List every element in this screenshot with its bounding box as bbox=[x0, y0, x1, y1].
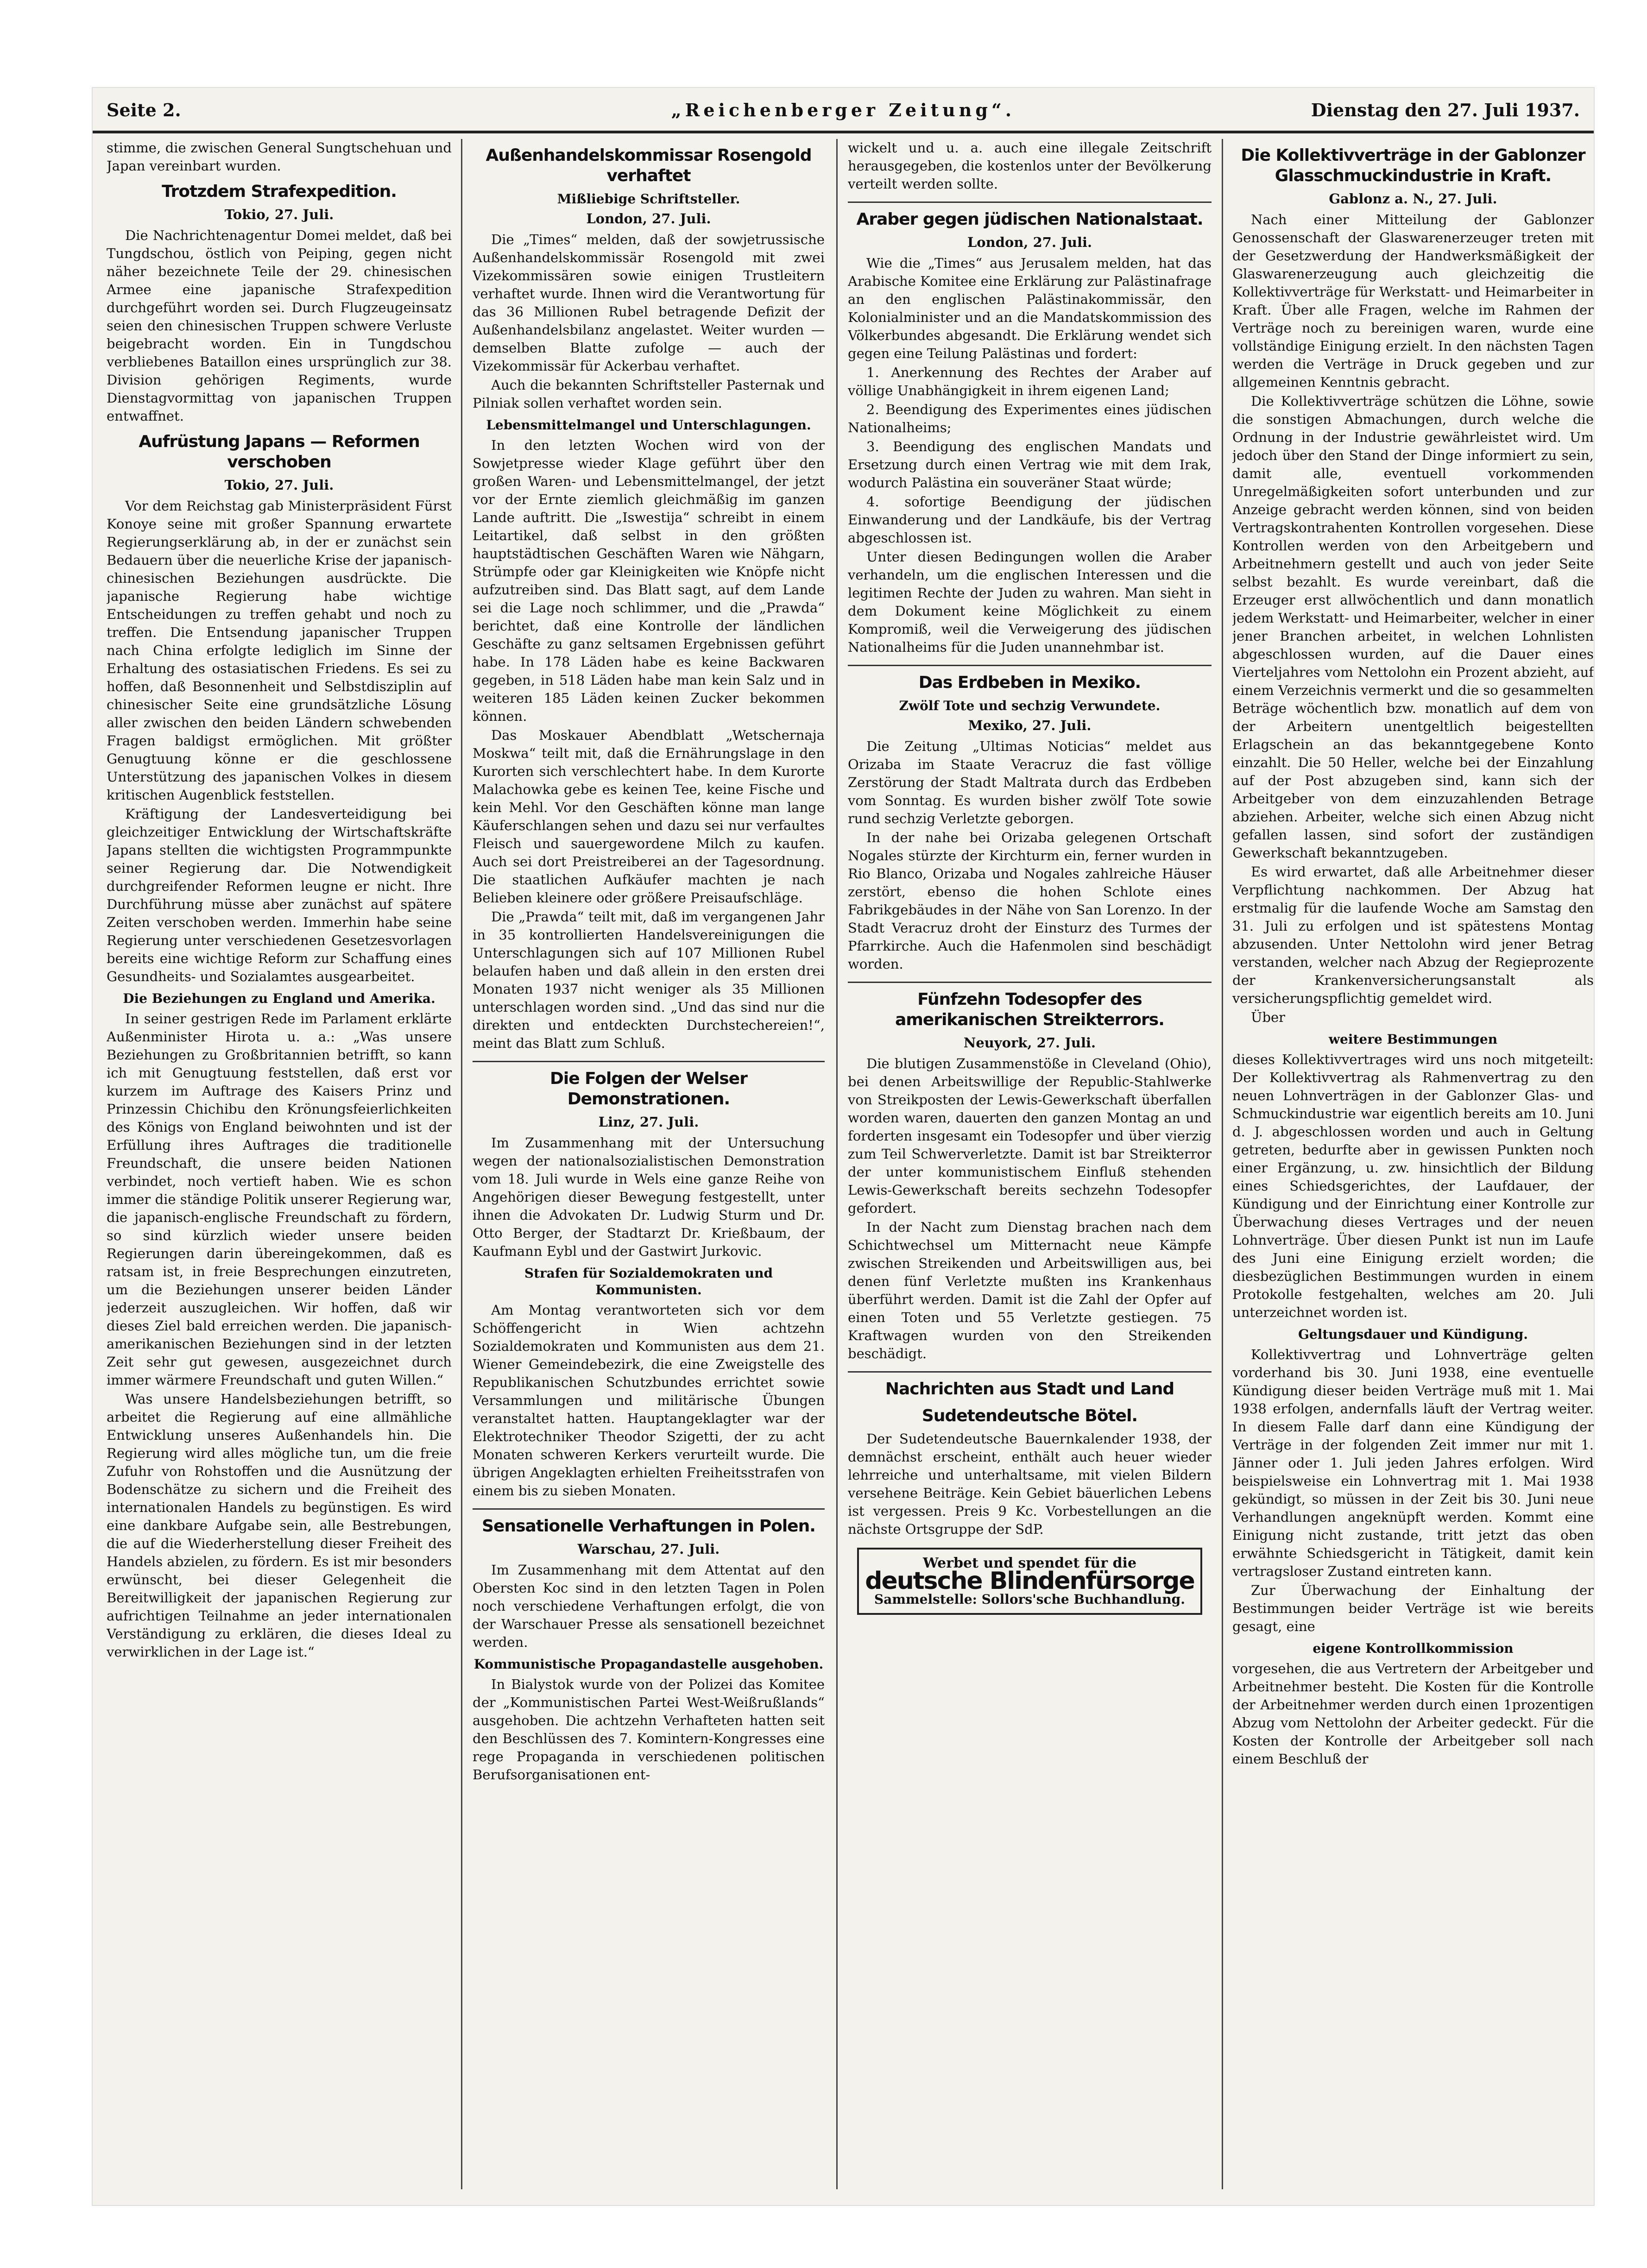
article-body: Die „Prawda“ teilt mit, daß im vergangenen Jahr in 35 kontrollierten Handelsvereinigungen die Unterschlagungen sich auf 107 Millionen Rubel belaufen haben und daß allein in den ersten drei Monaten 1937 nicht weniger als 35 Millionen unterschlagen worden sind. „Und das sind nur die direkten und entdeckten Durchstechereien!“, meint das Blatt zum Schluß. bbox=[473, 909, 825, 1051]
article-body: In der nahe bei Orizaba gelegenen Ortschaft Nogales stürzte der Kirchturm ein, ferner wurden in Rio Blanco, Orizaba und Nogales zahlreiche Häuser zerstört, ebenso die hohen Schlote eines Fabrikgebäudes in der Nähe von San Lorenzo. In der Stadt Veracruz droht der Einsturz des Turmes der Pfarrkirche. Auch die Hafenmolen sind beschädigt worden. bbox=[848, 830, 1212, 972]
article-body: Kräftigung der Landesverteidigung bei gleichzeitiger Entwicklung der Wirtschaftskräfte Japans stellten die wichtigsten Programmpunkte seiner Regierung dar. Die Notwendigkeit durchgreifender Reformen leugne er nicht. Ihre Durchführung müsse aber zunächst auf spätere Zeiten verschoben werden. Immerhin habe seine Regierung unter verschiedenen Gesetzesvorlagen bereits eine wichtige Reform zur Schaffung eines Gesundheits- und Sozialamtes ausgearbeitet. bbox=[107, 806, 452, 984]
column-2 bbox=[473, 139, 825, 2199]
article-body: Die „Times“ melden, daß der sowjetrussische Außenhandelskommissär Rosengold mit zwei Vizekommissären sowie einigen Trustleitern verhaftet wurde. Ihnen wird die Verantwortung für das 36 Millionen Rubel betragende Defizit der Außenhandelsbilanz angelastet. Weiter wurden — demselben Blatte zufolge — auch der Vizekommissär für Ackerbau verhaftet. bbox=[473, 232, 825, 374]
page-number: Seite 2. bbox=[107, 100, 181, 120]
dateline: Gablonz a. N., 27. Juli. bbox=[1329, 191, 1497, 207]
article-title: Sensationelle Verhaftungen in Polen. bbox=[482, 1517, 815, 1536]
column-divider bbox=[836, 139, 838, 2189]
dateline: Neuyork, 27. Juli. bbox=[963, 1035, 1096, 1051]
article-separator bbox=[848, 202, 1212, 203]
article-title: Sudetendeutsche Bötel. bbox=[921, 1406, 1138, 1425]
column-divider bbox=[1222, 139, 1223, 2189]
article-separator bbox=[848, 1371, 1212, 1373]
article-body: vorgesehen, die aus Vertretern der Arbeitgeber und Arbeitnehmer besteht. Die Kosten für die Kontrolle der Arbeitnehmer werden durch einen 1prozentigen Abzug vom Nettolohn der Arbeiter gedeckt. Für die Kosten der Kontrolle der Arbeitgeber soll nach einem Beschluß der bbox=[1232, 1661, 1594, 1767]
article-body: Nach einer Mitteilung der Gablonzer Genossenschaft der Glaswarenerzeuger treten mit der Gesetzwerdung der Handwerksmäßigkeit der Glaswarenerzeugung auch gleichzeitig die Kollektivverträge für Werkstatt- und Heimarbeiter in Kraft. Über alle Fragen, welche im Rahmen der Verträge noch zu bereinigen waren, wurde eine vollständige Einigung erzielt. In den nächsten Tagen werden die Verträge in Druck gegeben und zur allgemeinen Kenntnis gebracht. bbox=[1232, 212, 1594, 390]
article-body: Zur Überwachung der Einhaltung der Bestimmungen beider Verträge ist wie bereits gesagt, eine bbox=[1232, 1582, 1594, 1634]
article-body: Im Zusammenhang mit der Untersuchung wegen der nationalsozialistischen Demonstration vom 18. Juli wurde in Wels eine ganze Reihe von Angehörigen dieser Bewegung festgestellt, unter ihnen die Advokaten Dr. Ludwig Sturm und Dr. Otto Berger, der Stadtarzt Dr. Krießbaum, der Kaufmann Eybl und der Gastwirt Jurkovic. bbox=[473, 1135, 825, 1259]
article-title: Fünfzehn Todesopfer des amerikanischen Streikterrors. bbox=[895, 990, 1164, 1029]
article-title: Die Folgen der Welser Demonstrationen. bbox=[550, 1069, 747, 1109]
dateline: London, 27. Juli. bbox=[967, 234, 1092, 250]
section-heading: weitere Bestimmungen bbox=[1328, 1032, 1498, 1047]
article-body: Auch die bekannten Schriftsteller Pasternak und Pilniak sollen verhaftet worden sein. bbox=[473, 377, 825, 411]
dateline: Tokio, 27. Juli. bbox=[224, 207, 334, 222]
article-title: Aufrüstung Japans — Reformen verschoben bbox=[139, 432, 420, 472]
section-heading: Kommunistische Propagandastelle ausgehoben. bbox=[473, 1657, 824, 1672]
dateline: London, 27. Juli. bbox=[586, 211, 711, 227]
article-body: Die Nachrichtenagentur Domei meldet, daß bei Tungdschou, östlich von Peiping, gegen nicht näher bezeichnete Teile der 29. chinesischen Armee eine japanische Strafexpedition durchgeführt worden sei. Durch Flugzeugeinsatz seien den chinesischen Truppen schwere Verluste beigebracht worden. Ein in Tungdschou verbliebenes Bataillon eines ursprünglich zur 38. Division gehörigen Regiments, wurde Dienstagvormittag von japanischen Truppen entwaffnet. bbox=[107, 227, 452, 424]
article-separator bbox=[848, 665, 1212, 666]
section-heading: eigene Kontrollkommission bbox=[1313, 1641, 1514, 1656]
article-body: Kollektivvertrag und Lohnverträge gelten vorderhand bis 30. Juni 1938, eine eventuelle Kündigung dieser beiden Verträge muß mit 1. Mai 1938 erfolgen, andernfalls läuft der Vertrag weiter. In diesem Falle darf dann eine Kündigung der Verträge in der folgenden Zeit immer nur mit 1. Jänner oder 1. Juli jeden Jahres erfolgen. Wird beispielsweise ein Lohnvertrag mit 1. Mai 1938 gekündigt, so müssen in der Zeit bis 30. Juni neue Verhandlungen angeknüpft werden. Kommt eine Einigung nicht zustande, tritt jetzt das oben erwähnte Schiedsgericht in Tätigkeit, damit kein vertragsloser Zustand eintreten kann. bbox=[1232, 1347, 1594, 1579]
article-body: In Bialystok wurde von der Polizei das Komitee der „Kommunistischen Partei West-Weißrußlands“ ausgehoben. Die achtzehn Verhafteten hatten seit den Beschlüssen des 7. Komintern-Kongresses eine rege Propaganda in verschiedenen politischen Berufsorganisationen ent- bbox=[473, 1676, 825, 1783]
continued-text: stimme, die zwischen General Sungtschehuan und Japan vereinbart wurden. bbox=[107, 140, 452, 174]
dateline: Linz, 27. Juli. bbox=[598, 1114, 699, 1130]
list-item: 3. Beendigung des englischen Mandats und Ersetzung durch einen Vertrag wie mit dem Irak, wodurch Palästina ein souveräner Staat würde; bbox=[848, 439, 1212, 491]
article-body: Im Zusammenhang mit dem Attentat auf den Obersten Koc sind in den letzten Tagen in Polen noch verschiedene Verhaftungen erfolgt, die von der Warschauer Presse als sensationell bezeichnet werden. bbox=[473, 1562, 825, 1650]
article-body: Unter diesen Bedingungen wollen die Araber verhandeln, um die englischen Interessen und die legitimen Rechte der Juden zu wahren. Man sieht in dem Dokument keine Möglichkeit zu einem Kompromiß, weil die Verweigerung des jüdischen Nationalheims für die Juden unannehmbar ist. bbox=[848, 549, 1212, 655]
header-rule bbox=[93, 131, 1594, 133]
dateline: Warschau, 27. Juli. bbox=[577, 1541, 720, 1557]
column-3 bbox=[848, 139, 1212, 2199]
article-body: Das Moskauer Abendblatt „Wetschernaja Moskwa“ teilt mit, daß die Ernährungslage in den Kurorten sich verschlechtert habe. In dem Kurorte Malachowka gebe es keinen Tee, keine Fische und kein Mehl. Vor den Geschäften könne man lange Käuferschlangen sehen und dazu sei nur verfaultes Fleisch und sauergewordene Milch zu kaufen. Auch sei dort Preistreiberei an der Tagesordnung. Die staatlichen Aufkäufer machten je nach Belieben kleinere oder größere Preisaufschläge. bbox=[473, 727, 825, 906]
section-heading: Geltungsdauer und Kündigung. bbox=[1298, 1327, 1528, 1342]
article-subtitle: Zwölf Tote und sechzig Verwundete. bbox=[899, 698, 1161, 713]
article-body: Der Sudetendeutsche Bauernkalender 1938, der demnächst erscheint, enthält auch heuer wieder lehrreiche und unterhaltsame, mit vielen Bildern versehene Beiträge. Kein Gebiet bäuerlichen Lebens ist vergessen. Preis 9 Kc. Vorbestellungen an die nächste Ortsgruppe der SdP. bbox=[848, 1431, 1212, 1537]
continued-text: wickelt und u. a. auch eine illegale Zeitschrift herausgegeben, die kostenlos unter der Bevölkerung verteilt werden sollte. bbox=[848, 140, 1212, 192]
article-body: Was unsere Handelsbeziehungen betrifft, so arbeitet die Regierung auf eine allmähliche Entwicklung unseres Außenhandels hin. Die Regierung wird alles mögliche tun, um die freie Zufuhr von Rohstoffen und die Ausnützung der Bodenschätze zu sichern und die Freiheit des internationalen Handels zu begünstigen. Es wird eine dankbare Aufgabe sein, alle Bestrebungen, die auf die Wiederherstellung dieser Freiheit des Handels abzielen, zu fördern. Es ist mir besonders erwünscht, bei dieser Gelegenheit die Bereitwilligkeit der japanischen Regierung zur aufrichtigen Teilnahme an jeder internationalen Verständigung zu erklären, die dieses Ideal zu verwirklichen in der Lage ist.“ bbox=[107, 1391, 452, 1660]
article-body: dieses Kollektivvertrages wird uns noch mitgeteilt: Der Kollektivvertrag als Rahmenvertrag zu den neuen Lohnverträgen in der Gablonzer Glas- und Schmuckindustrie war eigentlich bereits am 10. Juni d. J. abgeschlossen worden und auch in Geltung getreten, bedurfte aber in gewissen Punkten noch einer Ergänzung, u. zw. hinsichtlich der Bildung eines Schiedsgerichtes, der Laufdauer, der Kündigung und der Einrichtung einer Kontrolle zur Überwachung dieses Vertrages und der neuen Lohnverträge. Über diesen Punkt ist nun im Laufe des Juni eine Einigung erzielt worden; die diesbezüglichen Bestimmungen wurden in einem Protokolle festgehalten, welches am 20. Juli unterzeichnet worden ist. bbox=[1232, 1052, 1594, 1320]
dateline: Mexiko, 27. Juli. bbox=[968, 718, 1092, 733]
page-header bbox=[93, 95, 1594, 127]
dateline: Tokio, 27. Juli. bbox=[224, 477, 334, 493]
article-body: In der Nacht zum Dienstag brachen nach dem Schichtwechsel um Mitternacht neue Kämpfe zwischen Streikenden und Arbeitswilligen aus, bei denen fünf Verletzte mußten ins Krankenhaus überführt werden. Damit ist die Zahl der Opfer auf einen Toten und 55 Verletzte gestiegen. 75 Kraftwagen wurden von den Streikenden beschädigt. bbox=[848, 1219, 1212, 1361]
article-subtitle: Mißliebige Schriftsteller. bbox=[557, 191, 740, 207]
article-title: Trotzdem Strafexpedition. bbox=[162, 182, 397, 201]
newspaper-title: „Reichenberger Zeitung“. bbox=[671, 100, 1016, 120]
list-item: 4. sofortige Beendigung der jüdischen Einwanderung und der Landkäufe, bis der Vertrag abgeschlossen ist. bbox=[848, 494, 1212, 546]
section-heading: Lebensmittelmangel und Unterschlagungen. bbox=[486, 417, 811, 433]
article-body: Wie die „Times“ aus Jerusalem melden, hat das Arabische Komitee eine Erklärung zur Palästinafrage an den englischen Palästinakommissär, den Kolonialminister und an die Mandatskommission des Völkerbundes abgesandt. Die Erklärung wendet sich gegen eine Teilung Palästinas und fordert: bbox=[848, 255, 1212, 361]
section-heading: Strafen für Sozialdemokraten und Kommunisten. bbox=[524, 1266, 773, 1298]
article-title: Die Kollektivverträge in der Gablonzer Glasschmuckindustrie in Kraft. bbox=[1241, 146, 1585, 185]
ad-bottom-line: Sammelstelle: Sollors'sche Buchhandlung. bbox=[874, 1592, 1185, 1607]
ad-top-line: Werbet und spendet für die bbox=[922, 1555, 1137, 1571]
article-title: Das Erdbeben in Mexiko. bbox=[918, 673, 1141, 692]
article-body: In seiner gestrigen Rede im Parlament erklärte Außenminister Hirota u. a.: „Was unsere Beziehungen zu Großbritannien betrifft, so kann ich mit Genugtuung feststellen, daß erst vor kurzem im Auftrage des Kaisers Prinz und Prinzessin Chichibu den Krönungsfeierlichkeiten des Königs von England beiwohnten und ist der Erfüllung ihres Auftrages die traditionelle Freundschaft, die unsere beiden Nationen verbindet, noch vertieft haben. Wie es schon immer die ständige Politik unserer Regierung war, die japanisch-englische Freundschaft zu fördern, so sind kürzlich wieder unsere beiden Regierungen darin übereingekommen, daß es ratsam ist, in freie Besprechungen einzutreten, um die Beziehungen unserer beiden Länder jederzeit auszugleichen. Wir hoffen, daß wir dieses Ziel bald erreichen werden. Die japanisch-amerikanischen Beziehungen sind in der letzten Zeit sehr gut gewesen, ausgezeichnet durch immer wärmere Freundschaft und guten Willen.“ bbox=[107, 1011, 452, 1388]
article-body: Die blutigen Zusammenstöße in Cleveland (Ohio), bei denen Arbeitswillige der Republic-Stahlwerke von Streikposten der Lewis-Gewerkschaft überfallen worden waren, dauerten den ganzen Montag an und forderten insgesamt ein Todesopfer und über vierzig zum Teil Schwerverletzte. Damit ist bar Streikterror der unter kommunistischem Einfluß stehenden Lewis-Gewerkschaft bereits sechzehn Todesopfer gefordert. bbox=[848, 1056, 1212, 1216]
article-separator bbox=[473, 1061, 825, 1062]
article-body: Die Kollektivverträge schützen die Löhne, sowie die sonstigen Abmachungen, durch welche die Ordnung in der Industrie gewährleistet wird. Um jedoch über den Stand der Dinge informiert zu sein, damit alle, eventuell vorkommenden Unregelmäßigkeiten sofort unterbunden und zur Anzeige gebracht werden können, sind von beiden Vertragskontrahenten Kontrollen vorgesehen. Diese Kontrollen werden von den Arbeitgebern und Arbeitnehmern gestellt und auch von jeder Seite selbst bezahlt. Es wurde vereinbart, daß die Erzeuger erst allwöchentlich und dann monatlich jedem Werkstatt- und Heimarbeiter, welcher in einer jener Branchen arbeitet, in welchen Lohnlisten abgeschlossen wurden, auf die Dauer eines Vierteljahres vom Nettolohn ein Prozent abzieht, auf einem Verzeichnis vermerkt und die so gesammelten Beträge wöchentlich bzw. monatlich auf dem von der Arbeitern unentgeltlich beigestellten Erlagschein an das bekanntgegebene Konto einzahlt. Die 50 Heller, welche bei der Einzahlung auf der Post abzugeben sind, kann sich der Arbeitgeber von dem einzuzahlenden Betrage abziehen. Arbeiter, welche sich einen Abzug nicht gefallen lassen, sind sofort der zuständigen Gewerkschaft bekanntzugeben. bbox=[1232, 393, 1594, 861]
article-body: Am Montag verantworteten sich vor dem Schöffengericht in Wien achtzehn Sozialdemokraten und Kommunisten aus dem 21. Wiener Gemeindebezirk, die eine Zweigstelle des Republikanischen Schutzbundes errichtet sowie Versammlungen und militärische Übungen veranstaltet hatten. Hauptangeklagter war der Elektrotechniker Theodor Szigetti, der zu acht Monaten schweren Kerkers verurteilt wurde. Die übrigen Angeklagten erhielten Freiheitsstrafen von einem bis zu sieben Monaten. bbox=[473, 1302, 825, 1499]
article-body: Vor dem Reichstag gab Ministerpräsident Fürst Konoye seine mit großer Spannung erwartete Regierungserklärung ab, in der er zunächst sein Bedauern über die neuerliche Krise der japanisch-chinesischen Beziehungen ausdrückte. Die japanische Regierung habe wichtige Entscheidungen zu treffen gehabt und noch zu treffen. Die Entsendung japanischer Truppen nach China erfolgte lediglich im Sinne der Erhaltung des ostasiatischen Friedens. Es sei zu hoffen, daß Besonnenheit und Selbstdisziplin auf chinesischer Seite eine grundsätzliche Lösung aller zwischen den beiden Ländern schwebenden Fragen baldigst ermöglichen. Mit größter Genugtuung könne er die geschlossene Unterstützung des japanischen Volkes in diesem kritischen Augenblick feststellen. bbox=[107, 498, 452, 803]
list-item: 2. Beendigung des Experimentes eines jüdischen Nationalheims; bbox=[848, 402, 1212, 435]
article-body: Über bbox=[1251, 1009, 1286, 1025]
list-item: 1. Anerkennung des Rechtes der Araber auf völlige Unabhängigkeit in ihrem eigenen Land; bbox=[848, 365, 1212, 398]
article-separator bbox=[473, 1508, 825, 1510]
column-divider bbox=[461, 139, 462, 2189]
article-title: Außenhandelskommissar Rosengold verhaftet bbox=[486, 146, 812, 185]
column-4 bbox=[1232, 139, 1594, 2199]
issue-date: Dienstag den 27. Juli 1937. bbox=[1311, 100, 1580, 120]
section-heading: Die Beziehungen zu England und Amerika. bbox=[123, 991, 435, 1006]
advertisement bbox=[857, 1548, 1202, 1615]
section-title: Nachrichten aus Stadt und Land bbox=[885, 1380, 1174, 1399]
article-body: In den letzten Wochen wird von der Sowjetpresse wieder Klage geführt über den großen Waren- und Lebensmittelmangel, der jetzt vor der Ernte ziemlich gleichmäßig im ganzen Lande auftritt. Die „Iswestija“ schreibt in einem Leitartikel, daß selbst in den größten hauptstädtischen Geschäften Waren wie Nähgarn, Strümpfe oder gar Kleinigkeiten wie Knöpfe nicht aufzutreiben sind. Das Blatt sagt, auf dem Lande sei die Lage noch schlimmer, und die „Prawda“ berichtet, daß eine Kontrolle der ländlichen Geschäfte zu ganz seltsamen Ergebnissen geführt habe. In 178 Läden habe es keine Backwaren gegeben, in 518 Läden habe man kein Salz und in weiteren 185 Läden keinen Zucker bekommen können. bbox=[473, 437, 825, 724]
article-body: Die Zeitung „Ultimas Noticias“ meldet aus Orizaba im Staate Veracruz die fast völlige Zerstörung der Stadt Maltrata durch das Erdbeben vom Sonntag. Es wurden bisher zwölf Tote sowie rund sechzig Verletzte geborgen. bbox=[848, 738, 1212, 826]
ad-main-line: deutsche Blindenfürsorge bbox=[865, 1567, 1194, 1595]
column-1 bbox=[107, 139, 452, 2199]
article-title: Araber gegen jüdischen Nationalstaat. bbox=[856, 210, 1203, 229]
article-body: Es wird erwartet, daß alle Arbeitnehmer dieser Verpflichtung nachkommen. Der Abzug hat erstmalig für die laufende Woche am Samstag den 31. Juli zu erfolgen und ist spätestens Montag abzusenden. Unter Nettolohn wird jener Betrag verstanden, welcher nach Abzug der Regieprozente der Krankenversicherungsanstalt als versicherungspflichtig gemeldet wird. bbox=[1232, 864, 1594, 1006]
article-separator bbox=[848, 982, 1212, 983]
